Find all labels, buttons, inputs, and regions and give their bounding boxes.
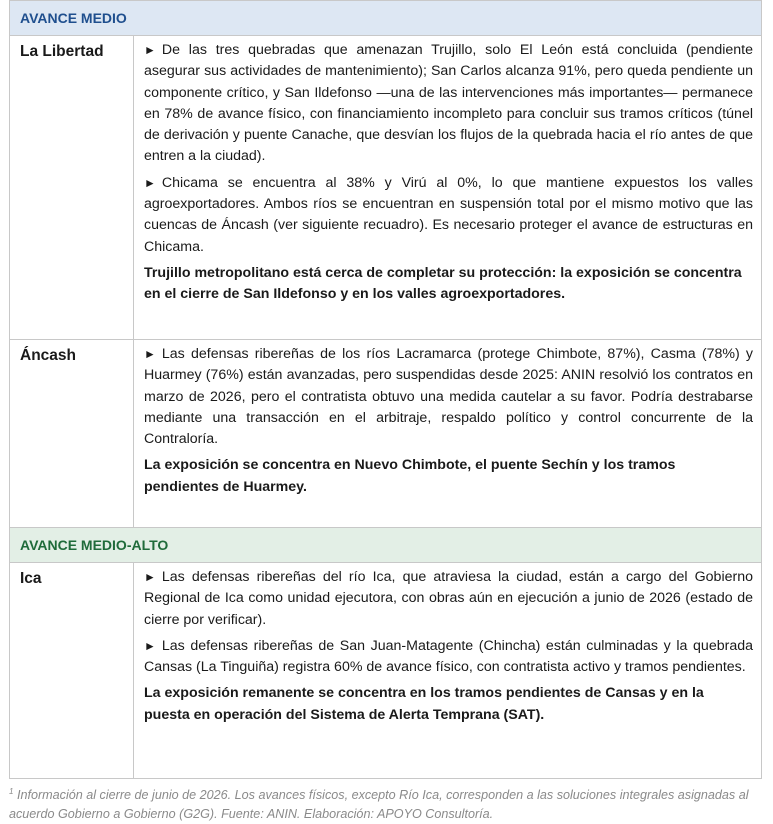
bullet-arrow-icon: ► <box>144 43 156 57</box>
section-header-avance-medio-alto <box>10 528 762 563</box>
section-header-avance-medio <box>10 1 762 36</box>
bullet-paragraph: ► Las defensas ribereñas de San Juan-Matagente (Chincha) están culminadas y la quebrada Cansas (La Tinguiña) registra 60% de avance físico, con contratista activo y tramos pendientes. <box>144 637 753 676</box>
bullet-arrow-icon: ► <box>144 638 156 653</box>
footnote-marker: 1 <box>9 787 14 796</box>
bullet-arrow-icon: ► <box>144 175 156 190</box>
table-row <box>10 36 762 340</box>
region-name: Áncash <box>10 340 134 528</box>
conclusion-text: Trujillo metropolitano está cerca de completar su protección: la exposición se concentra en el cierre de San Ildefonso y en los valles agroexportadores. <box>144 264 742 303</box>
bullet-paragraph: ► De las tres quebradas que amenazan Trujillo, solo El León está concluida (pendiente asegurar sus actividades de mantenimiento); San Carlos alcanza 91%, pero queda pendiente un componente crítico, y San Ildefonso —una de las intervenciones más importantes— permanece en 78% de avance físico, con financiamiento incompleto para concluir sus tramos críticos (túnel de derivación y puente Canache, que desvían los flujos de la quebrada hacia el río antes de que entren a la ciudad). <box>144 42 753 165</box>
bullet-arrow-icon: ► <box>144 347 156 361</box>
region-content <box>134 340 762 528</box>
region-name: Ica <box>10 563 134 779</box>
footnote <box>9 782 765 824</box>
section-title: AVANCE MEDIO <box>20 10 127 26</box>
table-row <box>10 563 762 779</box>
table-row <box>10 340 762 528</box>
progress-table <box>9 0 762 779</box>
conclusion-text: La exposición se concentra en Nuevo Chimbote, el puente Sechín y los tramos pendientes de Huarmey. <box>144 457 676 495</box>
footnote-text: Información al cierre de junio de 2026. Los avances físicos, excepto Río Ica, corresponden a las soluciones integrales asignadas al acuerdo Gobierno a Gobierno (G2G). Fuente: ANIN. Elaboración: APOYO Consultoría. <box>9 788 749 822</box>
bullet-paragraph: ► Las defensas ribereñas del río Ica, que atraviesa la ciudad, están a cargo del Gobierno Regional de Ica como unidad ejecutora, con obras aún en ejecución a junio de 2026 (estado de cierre por verificar). <box>144 569 753 628</box>
bullet-arrow-icon: ► <box>144 570 156 584</box>
conclusion-text: La exposición remanente se concentra en los tramos pendientes de Cansas y en la puesta en operación del Sistema de Alerta Temprana (SAT). <box>144 685 704 723</box>
bullet-paragraph: ► Las defensas ribereñas de los ríos Lacramarca (protege Chimbote, 87%), Casma (78%) y Huarmey (76%) están avanzadas, pero suspendidas desde 2025: ANIN resolvió los contratos en marzo de 2026, pero el contratista obtuvo una medida cautelar a su favor. Podría destrabarse mediante una transacción en el arbitraje, respaldo político y control concurrente de la Contraloría. <box>144 346 753 448</box>
bullet-paragraph: ► Chicama se encuentra al 38% y Virú al 0%, lo que mantiene expuestos los valles agroexportadores. Ambos ríos se encuentran en suspensión total por el mismo motivo que las cuencas de Áncash (ver siguiente recuadro). Es necesario proteger el avance de estructuras en Chicama. <box>144 174 753 255</box>
section-title: AVANCE MEDIO-ALTO <box>20 537 169 553</box>
region-name: La Libertad <box>10 36 134 340</box>
region-content <box>134 36 762 340</box>
region-content <box>134 563 762 779</box>
